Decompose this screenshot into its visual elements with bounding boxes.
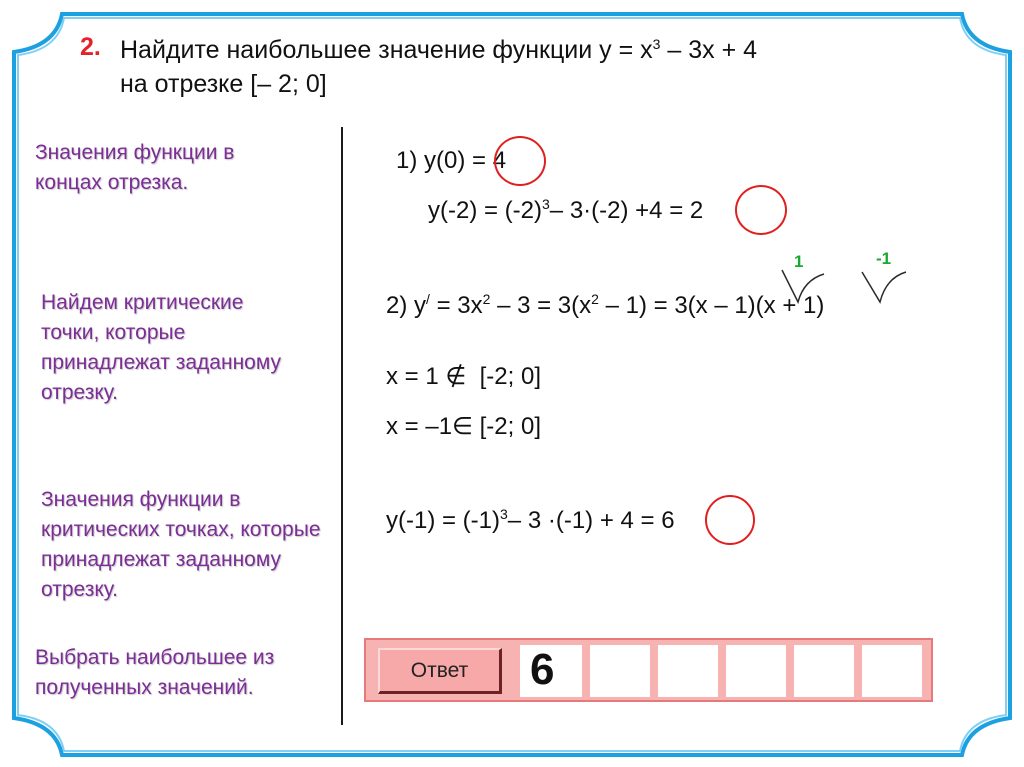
step-y-at-minus-1: $y(-1) = (-1)^3-$ 3 ·(-1) + 4 = 6 [386, 506, 675, 534]
problem-statement [120, 33, 757, 101]
not-element-of-symbol: ∉ [445, 363, 467, 390]
step-y-at-minus-2: $y(-2) = (-2)^3-$ 3·(-2) +4 = 2 [428, 196, 704, 224]
problem-line-2: на отрезке [– 2; 0] [120, 70, 327, 98]
root-x1-check: x = 1 ∉ [-2; 0] [386, 363, 541, 390]
root-label-minus-1: -1 [876, 249, 892, 268]
answer-cell-5 [794, 645, 854, 697]
highlight-circle-y0 [494, 136, 546, 186]
answer-cell-2 [590, 645, 650, 697]
step-y-at-0: 1) y(0) = 4 [396, 147, 507, 174]
value-y-minus2: 2 [689, 197, 704, 224]
answer-cell-4 [726, 645, 786, 697]
note-choose-max: Выбрать наибольшее из полученных значений. [35, 646, 275, 699]
problem-number: 2. [80, 33, 101, 61]
note-critical-points: Найдем критические точки, которые принадлежат заданному отрезку. [41, 291, 282, 404]
answer-cell-3 [658, 645, 718, 697]
highlight-circle-y-minus2 [735, 185, 787, 235]
value-y-minus1: 6 [661, 507, 675, 534]
highlight-circle-y-minus1 [705, 495, 755, 545]
value-y0: 4 [492, 147, 507, 174]
root-label-1: 1 [794, 252, 804, 271]
note-endpoint-values: Значения функции в концах отрезка. [35, 141, 235, 194]
root-x2-check: x = –1∈ [-2; 0] [386, 413, 541, 440]
problem-line-1: Найдите наибольшее значение функции $y = x^3 - 3x + 4$ [120, 36, 758, 64]
element-of-symbol: ∈ [452, 413, 473, 440]
answer-cell-6 [862, 645, 922, 697]
answer-value: 6 [530, 645, 555, 694]
derivative-step: 2) $y^/ = 3x^2 - 3 = 3(x^2 - 1) = 3(x - 1)(x + 1)$ [386, 291, 825, 319]
answer-label-button: Ответ [378, 648, 502, 694]
note-critical-values: Значения функции в критических точках, которые принадлежат заданному отрезку. [41, 488, 321, 601]
column-divider [341, 127, 343, 725]
